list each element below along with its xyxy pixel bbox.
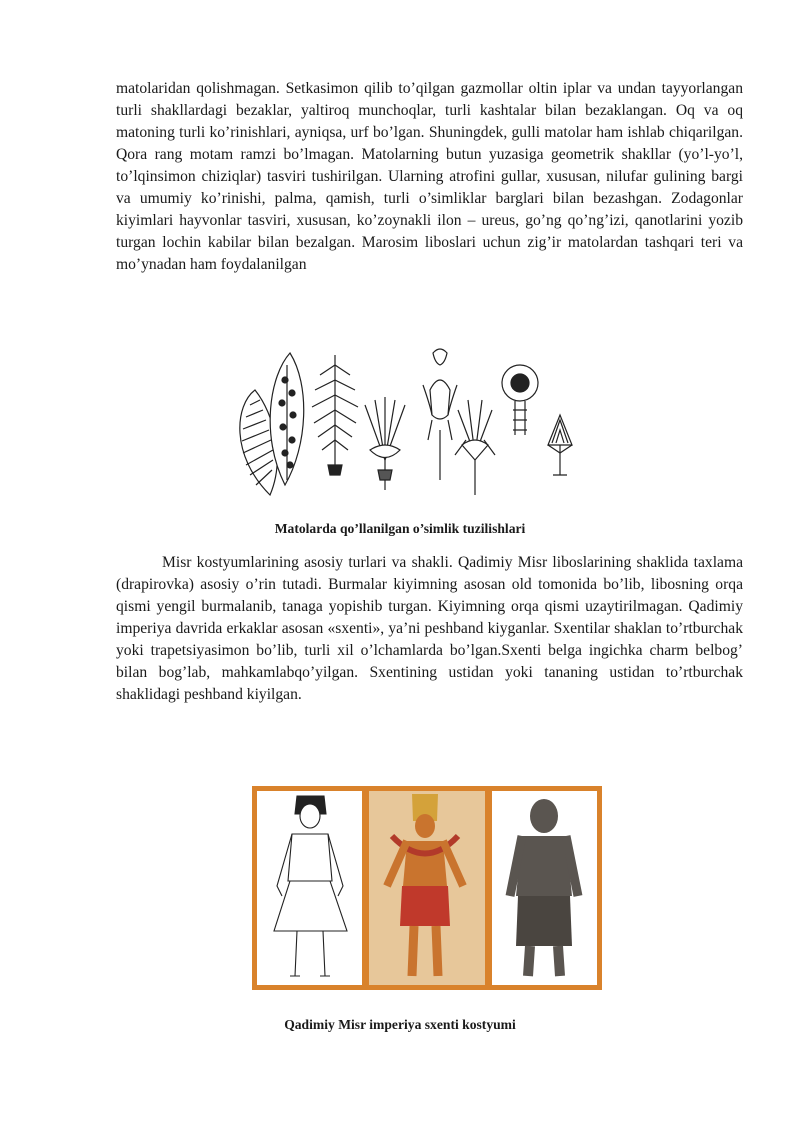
painted-man-panel (369, 791, 485, 985)
lily-ornament (455, 400, 495, 495)
fan-flower-ornament (548, 415, 572, 475)
figure-caption-plant-patterns: Matolarda qo’llanilgan o’simlik tuzilishlari (274, 521, 526, 536)
lotus-flower-ornament (423, 349, 457, 480)
papyrus-fan-ornament (365, 397, 405, 490)
plant-ornaments-figure (230, 345, 590, 500)
line-drawing-man-panel (257, 791, 362, 985)
palm-frond-ornament (312, 355, 358, 475)
rosette-flower-ornament (502, 365, 538, 435)
body-paragraph-2: Misr kostyumlarining asosiy turlari va shakli. Qadimiy Misr liboslarining shaklida taxlama (drapirovka) asosiy o’rin tutadi. Burmalar kiyimning asosan old tomonida bo’lib, libosning orqa qismi yengil burmalanib, tanaga yopishib turgan. Kiyimning orqa qismi uzaytirilmagan. Qadimiy imperiya davrida erkaklar asosan «sxenti», ya’ni peshband kiyganlar. Sxentilar shaklan to’rtburchak yoki trapetsiyasimon bo’lib, turli xil o’lchamlarda bo’lgan.Sxenti belga ingichka charm belbog’ bilan bog’lab, mahkamlabqo’yilgan. Sxentining ustidan yoki tananing ustidan to’rtburchak shaklidagi peshband kiyilgan. (116, 554, 743, 703)
skhenti-costume-figure (252, 786, 602, 990)
figure-caption-skhenti-costume: Qadimiy Misr imperiya sxenti kostyumi (284, 1017, 516, 1032)
statue-panel (492, 791, 597, 985)
body-paragraph-1: matolaridan qolishmagan. Setkasimon qilib to’qilgan gazmollar oltin iplar va undan tayyorlangan turli shakllardagi bezaklar, yaltiroq munchoqlar, turli kashtalar bilan bezaklangan. Oq va oq matoning turli ko’rinishlari, ayniqsa, urf bo’lgan. Shuningdek, gulli matolar ham ishlab chiqarilgan. Qora rang motam ramzi bo’lmagan. Matolarning butun yuzasiga geometrik shakllar (yo’l-yo’l, to’lqinsimon chiziqlar) tasviri tushirilgan. Ularning atrofini gullar, xususan, nilufar gulining bargi va umumiy ko’rinishi, palma, qamish, turli o’simliklar barglari bilan bezashgan. Zodagonlar kiyimlari hayvonlar tasviri, xususan, ko’zoynakli ilon – ureus, go’ng qo’ng’izi, qanotlarini yozib turgan lochin kabilar bilan bezalgan. Marosim liboslari uchun zig’ir matolardan tashqari teri va mo’ynadan ham foydalanilgan (116, 80, 743, 273)
